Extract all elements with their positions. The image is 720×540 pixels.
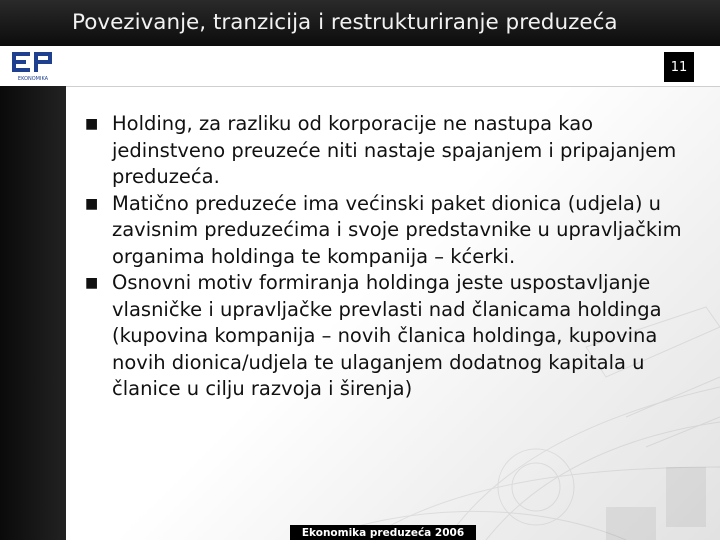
slide-header	[0, 0, 720, 46]
footer-label: Ekonomika preduzeća 2006	[290, 525, 476, 540]
bullet-text: Holding, za razliku od korporacije ne nastupa kao jedinstveno preuzeće niti nastaje spajanjem i pripajanjem preduzeća.	[112, 112, 677, 188]
bullet-text: Matično preduzeće ima većinski paket dionica (udjela) u zavisnim preduzećima i svoje predstavnike u upravljačkim organima holdinga te kompanija – kćerki.	[112, 191, 682, 268]
page-number-bar	[66, 46, 720, 87]
bullet-text: Osnovni motiv formiranja holdinga jeste uspostavljanje vlasničke i upravljačke prevlasti nad članicama holdinga (kupovina kompanija – novih članica holdinga, kupovina novih dionica/udjela te ulaganjem dodatnog kapitala u članice u cilju razvoja i širenja)	[112, 271, 662, 400]
list-item	[82, 111, 702, 191]
bullet-list	[82, 111, 702, 403]
logo	[0, 46, 66, 86]
slide-title: Povezivanje, tranzicija i restrukturiranje preduzeća	[72, 10, 618, 35]
list-item	[82, 191, 702, 271]
square-bullet-icon: ■	[85, 116, 99, 132]
list-item	[82, 270, 702, 403]
logo-text: EKONOMIKA	[17, 76, 49, 82]
page-number: 11	[664, 52, 694, 82]
square-bullet-icon: ■	[85, 195, 99, 212]
left-sidebar-strip	[0, 46, 66, 540]
ep-logo-icon	[10, 50, 56, 82]
square-bullet-icon: ■	[85, 275, 99, 291]
